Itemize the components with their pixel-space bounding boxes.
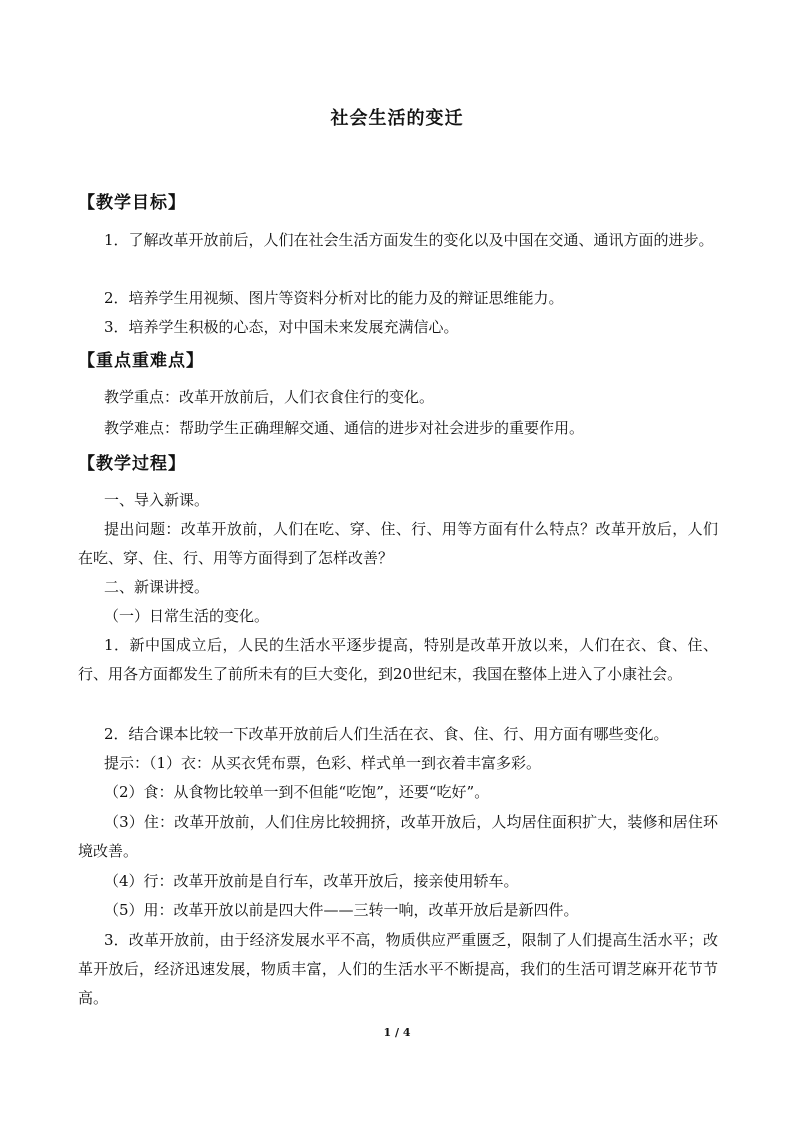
page-number: 1 / 4	[383, 1026, 411, 1039]
process-step-teaching: 二、新课讲授。	[104, 578, 210, 596]
key-point-2: 教学难点：帮助学生正确理解交通、通信的进步对社会进步的重要作用。	[104, 419, 585, 437]
process-hint-clothing: 提示：（1）衣：从买衣凭布票，色彩、样式单一到衣着丰富多彩。	[104, 754, 542, 772]
process-hint-housing: （3）住：改革开放前，人们住房比较拥挤，改革开放后，人均居住面积扩大，装修和居住环境改善。	[78, 813, 718, 860]
document-title: 社会生活的变迁	[330, 108, 464, 129]
heading-key-points: 【重点重难点】	[78, 351, 204, 371]
process-hint-transport: （4）行：改革开放前是自行车，改革开放后，接亲使用轿车。	[104, 872, 519, 890]
process-hint-goods: （5）用：改革开放以前是四大件——三转一响，改革开放后是新四件。	[104, 901, 579, 919]
objective-2: 2．培养学生用视频、图片等资料分析对比的能力及的辩证思维能力。	[104, 289, 564, 307]
process-hint-food: （2）食：从食物比较单一到不但能“吃饱”，还要“吃好”。	[104, 783, 490, 801]
process-subsection-daily-life: （一）日常生活的变化。	[104, 607, 270, 625]
key-point-1: 教学重点：改革开放前后，人们衣食住行的变化。	[104, 388, 435, 406]
objective-3: 3．培养学生积极的心态，对中国未来发展充满信心。	[104, 318, 459, 336]
heading-objectives: 【教学目标】	[78, 193, 186, 213]
process-point-1: 1．新中国成立后，人民的生活水平逐步提高，特别是改革开放以来，人们在衣、食、住、行、用各方面都发生了前所未有的巨大变化，到20世纪末，我国在整体上进入了小康社会。	[78, 636, 718, 683]
objective-1: 1．了解改革开放前后，人们在社会生活方面发生的变化以及中国在交通、通讯方面的进步。	[104, 231, 714, 249]
process-point-3: 3．改革开放前，由于经济发展水平不高，物质供应严重匮乏，限制了人们提高生活水平；改革开放后，经济迅速发展，物质丰富，人们的生活水平不断提高，我们的生活可谓芝麻开花节节高。	[78, 931, 718, 1007]
process-question: 提出问题：改革开放前，人们在吃、穿、住、行、用等方面有什么特点？改革开放后，人们在吃、穿、住、行、用等方面得到了怎样改善？	[78, 520, 718, 567]
process-step-intro: 一、导入新课。	[104, 491, 210, 509]
heading-process: 【教学过程】	[78, 454, 186, 474]
process-point-2: 2．结合课本比较一下改革开放前后人们生活在衣、食、住、行、用方面有哪些变化。	[104, 725, 669, 743]
